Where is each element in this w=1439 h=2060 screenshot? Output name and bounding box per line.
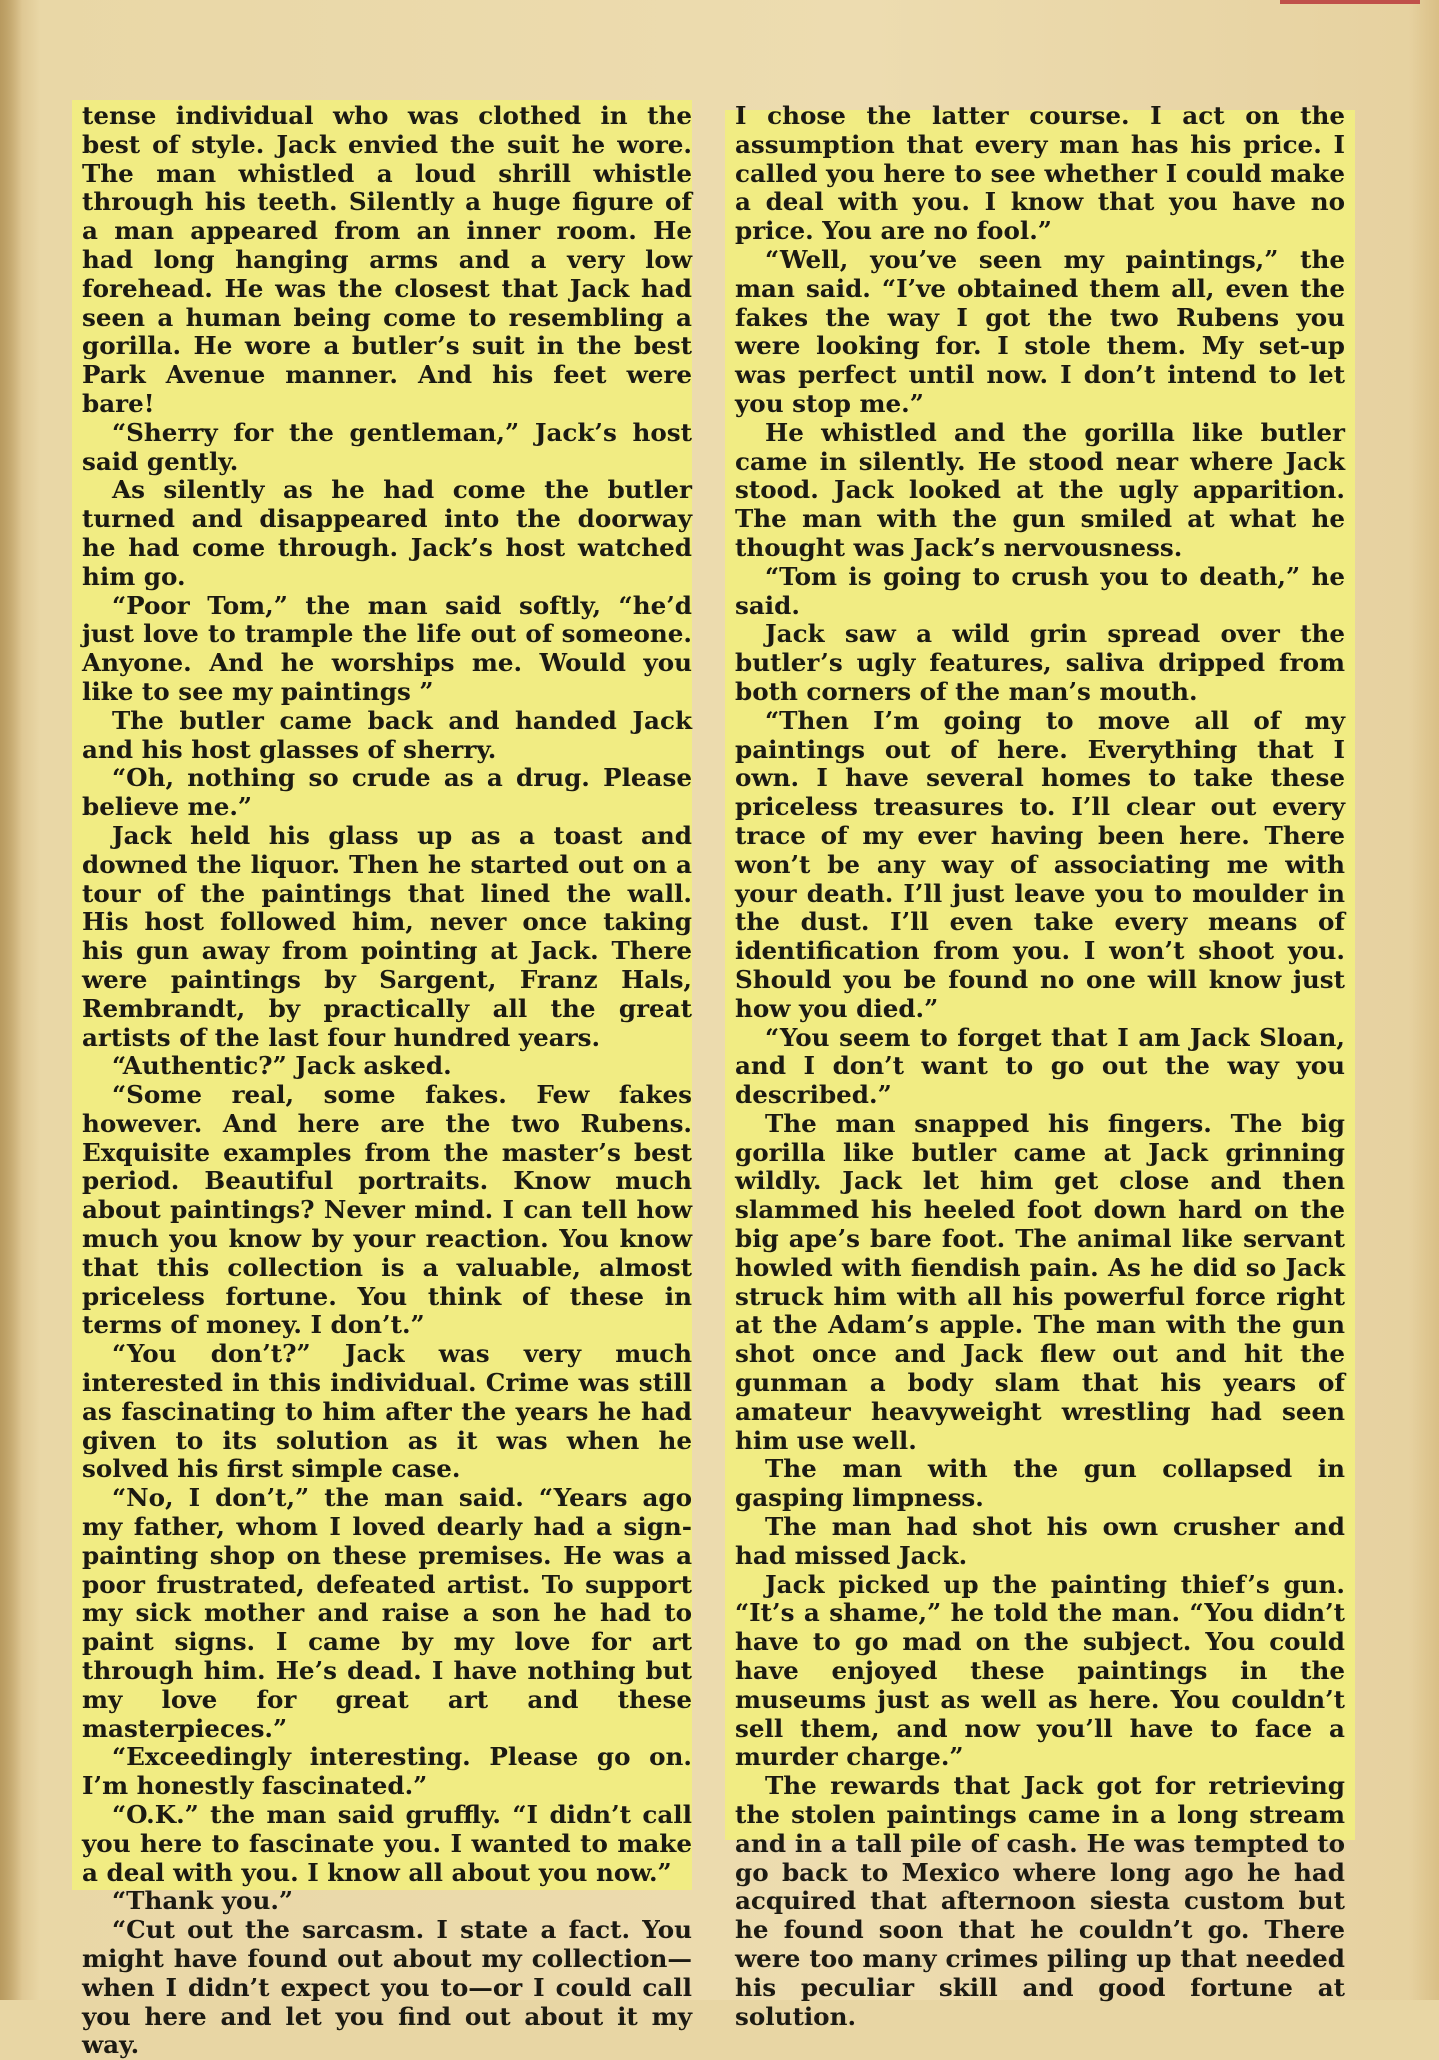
paragraph: “Sherry for the gentleman,” Jack’s host said gently. — [82, 417, 692, 476]
paragraph: “No, I don’t,” the man said. “Years ago my father, whom I loved dearly had a sign-painting shop on these premises. He was a poor frustrated, defeated artist. To support my sick mother and raise a son he had to paint signs. I came by my love for art through him. He’s dead. I have nothing but my love for great art and these masterpieces.” — [82, 1483, 692, 1743]
paragraph: “Exceedingly interesting. Please go on. I’m honestly fascinated.” — [82, 1742, 692, 1801]
paragraph: “Poor Tom,” the man said softly, “he’d just love to trample the life out of someone. Anyone. And he worships me. Would you like to see my paintings ” — [82, 590, 692, 706]
paragraph: “Cut out the sarcasm. I state a fact. You might have found out about my collection— when I didn’t expect you to—or I could call you here and let you find out about it my way. — [82, 1915, 692, 2060]
paragraph: “You seem to forget that I am Jack Sloan, and I don’t want to go out the way you described.” — [735, 1022, 1345, 1110]
paragraph: “Tom is going to crush you to death,” he said. — [735, 561, 1345, 620]
paragraph: The man snapped his fingers. The big gorilla like butler came at Jack grinning wildly. Jack let him get close and then slammed his heeled foot down hard on the big ape’s bare foot. The animal like servant howled with fiendish pain. As he did so Jack struck him with all his powerful force right at the Adam’s apple. The man with the gun shot once and Jack flew out and hit the gunman a body slam that his years of amateur heavyweight wrestling had seen him use well. — [735, 1108, 1345, 1455]
paragraph: “Well, you’ve seen my paintings,” the man said. “I’ve obtained them all, even the fakes the way I got the two Rubens you were looking for. I stole them. My set-up was perfect until now. I don’t intend to let you stop me.” — [735, 244, 1345, 418]
paragraph: He whistled and the gorilla like butler came in silently. He stood near where Jack stood. Jack looked at the ugly apparition. The man with the gun smiled at what he thought was Jack’s nervousness. — [735, 417, 1345, 562]
cover-edge-stripe — [1280, 0, 1420, 4]
paragraph: Jack held his glass up as a toast and downed the liquor. Then he started out on a tour of the paintings that lined the wall. His host followed him, never once taking his gun away from pointing at Jack. There were paintings by Sargent, Franz Hals, Rembrandt, by practically all the great artists of the last four hundred years. — [82, 820, 692, 1052]
paragraph: Jack saw a wild grin spread over the butler’s ugly features, saliva dripped from both corners of the man’s mouth. — [735, 619, 1345, 706]
paragraph: As silently as he had come the butler turned and disappeared into the doorway he had come through. Jack’s host watched him go. — [82, 475, 692, 591]
left-column — [82, 101, 692, 2060]
binding-shadow — [0, 0, 22, 2000]
paragraph: Jack picked up the painting thief’s gun. “It’s a shame,” he told the man. “You didn’t have to go mad on the subject. You could have enjoyed these paintings in the museums just as well as here. You couldn’t sell them, and now you’ll have to face a murder charge.” — [735, 1569, 1345, 1772]
paragraph: The rewards that Jack got for retrieving the stolen paintings came in a long stream and in a tall pile of cash. He was tempted to go back to Mexico where long ago he had acquired that afternoon siesta custom but he found soon that he couldn’t go. There were too many crimes piling up that needed his peculiar skill and good fortune at solution. — [735, 1771, 1345, 2031]
paragraph: The butler came back and handed Jack and his host glasses of sherry. — [82, 705, 692, 764]
paragraph: “Then I’m going to move all of my paintings out of here. Everything that I own. I have several homes to take these priceless treasures to. I’ll clear out every trace of my ever having been here. There won’t be any way of associating me with your death. I’ll just leave you to moulder in the dust. I’ll even take every means of identification from you. I won’t shoot you. Should you be found no one will know just how you died.” — [735, 705, 1345, 1023]
paragraph: “Oh, nothing so crude as a drug. Please believe me.” — [82, 763, 692, 822]
paragraph: “Some real, some fakes. Few fakes however. And here are the two Rubens. Exquisite examples from the master’s best period. Beautiful portraits. Know much about paintings? Never mind. I can tell how much you know by your reaction. You know that this collection is a valuable, almost priceless fortune. You think of these in terms of money. I don’t.” — [82, 1080, 692, 1340]
paragraph: “You don’t?” Jack was very much interested in this individual. Crime was still as fascinating to him after the years he had given to its solution as it was when he solved his first simple case. — [82, 1339, 692, 1484]
paragraph: The man with the gun collapsed in gasping limpness. — [735, 1454, 1345, 1513]
right-column — [735, 101, 1345, 2031]
paragraph: “Thank you.” — [112, 1886, 294, 1916]
page-edge — [1409, 0, 1439, 2000]
paragraph: tense individual who was clothed in the best of style. Jack envied the suit he wore. The man whistled a loud shrill whistle through his teeth. Silently a huge figure of a man appeared from an inner room. He had long hanging arms and a very low forehead. He was the closest that Jack had seen a human being come to resembling a gorilla. He wore a butler’s suit in the best Park Avenue manner. And his feet were bare! — [82, 101, 692, 418]
paragraph: The man had shot his own crusher and had missed Jack. — [735, 1512, 1345, 1570]
paragraph: “O.K.” the man said gruffly. “I didn’t call you here to fascinate you. I wanted to make a deal with you. I know all about you now.” — [82, 1800, 692, 1887]
paragraph: I chose the latter course. I act on the assumption that every man has his price. I called you here to see whether I could make a deal with you. I know that you have no price. You are no fool.” — [735, 101, 1345, 246]
paragraph: “Authentic?” Jack asked. — [112, 1051, 452, 1081]
